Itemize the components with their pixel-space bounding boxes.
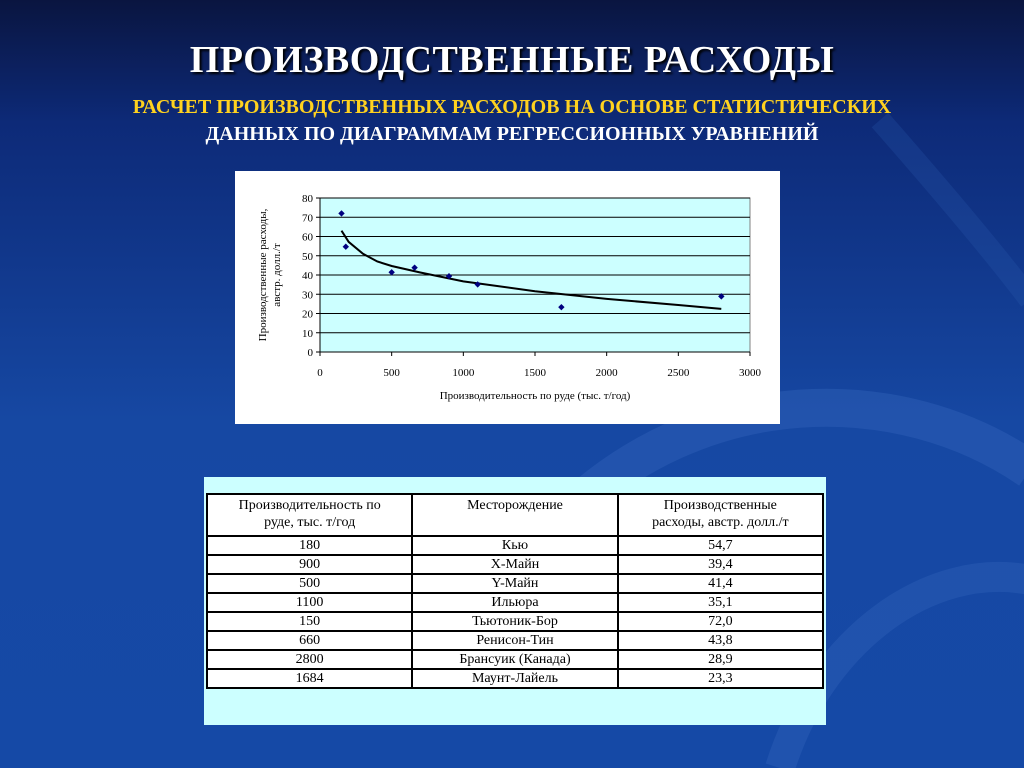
header-deposit: Месторождение <box>412 494 617 536</box>
y-tick-label-80: 80 <box>302 193 313 205</box>
cell-costs: 39,4 <box>618 555 823 574</box>
cell-deposit: Тьютоник-Бор <box>412 612 617 631</box>
data-table-panel <box>204 477 826 725</box>
table-row <box>207 555 823 574</box>
y-tick-label-30: 30 <box>302 289 313 302</box>
slide-title: ПРОИЗВОДСТВЕННЫЕ РАСХОДЫ <box>189 39 835 81</box>
x-tick-label-0: 0 <box>317 367 323 379</box>
y-tick-label-0: 0 <box>307 347 313 359</box>
table-header-row <box>207 494 823 536</box>
x-axis-label: Производительность по руде (тыс. т/год) <box>439 390 631 402</box>
cell-costs: 41,4 <box>618 574 823 593</box>
y-tick-label-60: 60 <box>302 231 313 244</box>
cell-capacity: 1100 <box>207 593 412 612</box>
subtitle-line-1: РАСЧЕТ ПРОИЗВОДСТВЕННЫХ РАСХОДОВ НА ОСНОВЕ СТАТИСТИЧЕСКИХ <box>132 96 892 118</box>
cell-capacity: 900 <box>207 555 412 574</box>
cell-costs: 54,7 <box>618 536 823 555</box>
cell-costs: 23,3 <box>618 669 823 688</box>
y-tick-labels <box>302 193 320 359</box>
y-tick-label-50: 50 <box>302 250 313 263</box>
table-row <box>207 593 823 612</box>
y-axis-label-line-1: Производственные расходы, <box>257 208 269 342</box>
cell-costs: 28,9 <box>618 650 823 669</box>
cell-deposit: Брансуик (Канада) <box>412 650 617 669</box>
cell-costs: 43,8 <box>618 631 823 650</box>
cell-deposit: Кью <box>412 536 617 555</box>
table-row <box>207 612 823 631</box>
y-tick-label-20: 20 <box>302 308 313 321</box>
cell-capacity: 500 <box>207 574 412 593</box>
cell-deposit: Х-Майн <box>412 555 617 574</box>
table-row <box>207 650 823 669</box>
table-row <box>207 631 823 650</box>
data-table <box>206 493 824 689</box>
cell-deposit: Y-Майн <box>412 574 617 593</box>
slide-subtitle <box>20 94 1004 148</box>
cell-costs: 72,0 <box>618 612 823 631</box>
x-tick-label-3000: 3000 <box>739 367 761 379</box>
table-row <box>207 669 823 688</box>
header-capacity: Производительность по руде, тыс. т/год <box>207 494 412 536</box>
cell-capacity: 180 <box>207 536 412 555</box>
x-tick-label-2500: 2500 <box>667 367 690 379</box>
cell-capacity: 660 <box>207 631 412 650</box>
header-costs: Производственные расходы, австр. долл./т <box>618 494 823 536</box>
x-tick-label-1500: 1500 <box>524 367 546 379</box>
cell-capacity: 2800 <box>207 650 412 669</box>
cell-capacity: 1684 <box>207 669 412 688</box>
chart-panel <box>235 171 780 424</box>
x-tick-label-500: 500 <box>383 367 400 379</box>
table-row <box>207 536 823 555</box>
cell-deposit: Ильюра <box>412 593 617 612</box>
table-row <box>207 574 823 593</box>
cell-capacity: 150 <box>207 612 412 631</box>
x-tick-label-2000: 2000 <box>595 367 618 379</box>
x-tick-labels <box>317 352 761 379</box>
cell-deposit: Ренисон-Тин <box>412 631 617 650</box>
subtitle-line-2: ДАННЫХ ПО ДИАГРАММАМ РЕГРЕССИОННЫХ УРАВНЕНИЙ <box>205 123 819 145</box>
cell-costs: 35,1 <box>618 593 823 612</box>
y-tick-label-10: 10 <box>302 327 313 340</box>
regression-chart <box>235 171 780 424</box>
y-tick-label-40: 40 <box>302 270 313 282</box>
y-axis-label-line-2: австр. долл./т <box>271 243 283 307</box>
cell-deposit: Маунт-Лайель <box>412 669 617 688</box>
x-tick-label-1000: 1000 <box>452 367 475 379</box>
y-tick-label-70: 70 <box>302 212 313 225</box>
